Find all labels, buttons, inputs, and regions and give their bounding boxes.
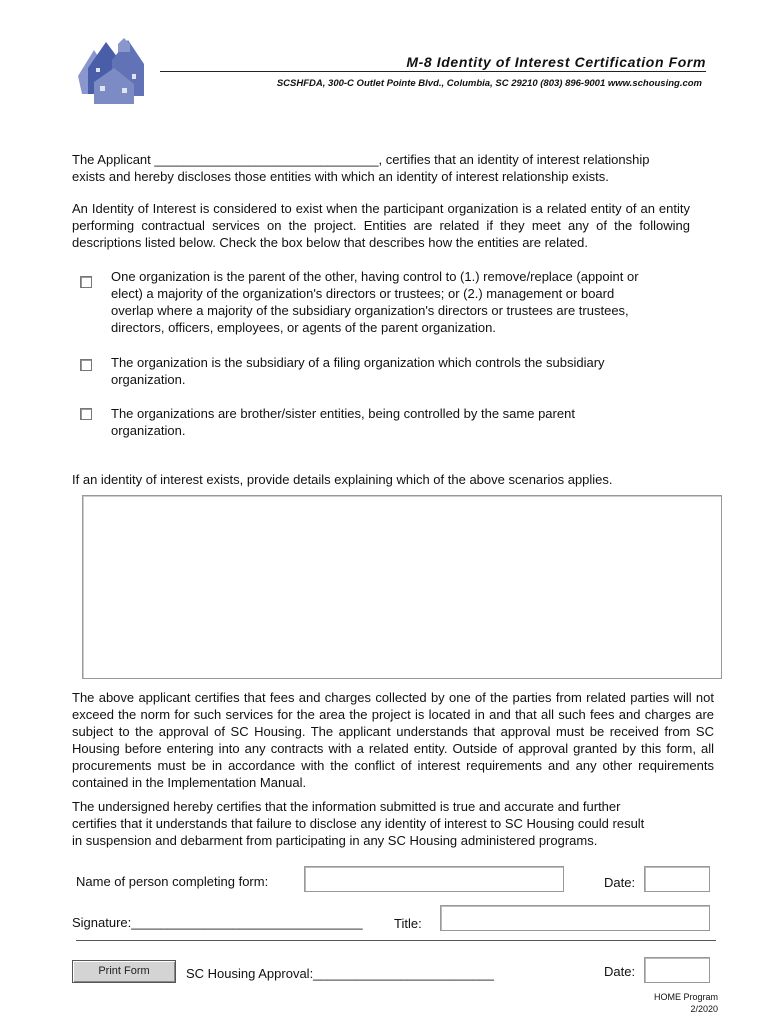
option-2-line: organization. [111,372,186,387]
option-3-text [111,405,711,439]
form-title: M-8 Identity of Interest Certification Form [160,54,706,72]
footer-program: HOME Program [653,992,718,1002]
definition-text: An Identity of Interest is considered to exist when the participant organization is a related entity of an entity performing contractual services on the project. Entities are related if they meet any of the following descriptions listed below. Check the box below that describes how the entities are related. [72,201,690,250]
signature-label: Signature:________________________________ [72,915,363,930]
undersigned-text [72,798,722,849]
approval-date-input[interactable] [644,957,710,983]
undersigned-line: The undersigned hereby certifies that the information submitted is true and accurate and further [72,799,621,814]
title-label: Title: [394,916,422,931]
intro-text [72,151,732,185]
title-input[interactable] [440,905,710,931]
details-textarea[interactable] [82,495,722,679]
option-3-checkbox[interactable] [80,408,92,420]
intro-line-2: exists and hereby discloses those entities with which an identity of interest relationship exists. [72,169,609,184]
option-2-checkbox[interactable] [80,359,92,371]
option-1-checkbox[interactable] [80,276,92,288]
option-1-line: overlap where a majority of the subsidiary organization's directors or trustees are trustees, [111,303,629,318]
certification-text: The above applicant certifies that fees and charges collected by one of the parties from related parties will not exceed the norm for such services for the area the project is located in and that all such fees and charges are subject to the approval of SC Housing. The applicant understands that approval must be received from SC Housing before entering into any contracts with a related entity. Outside of approval granted by this form, all procurements must be in accordance with the conflict of interest requirements and any other requirements contained in the Implementation Manual. [72,690,714,790]
option-1-text [111,268,711,336]
option-2-text [111,354,711,388]
details-prompt: If an identity of interest exists, provide details explaining which of the above scenarios applies. [72,472,613,487]
name-label: Name of person completing form: [76,874,269,889]
approval-label: SC Housing Approval:_________________________ [186,966,494,981]
option-3-line: organization. [111,423,186,438]
option-1-line: elect) a majority of the organization's directors or trustees; or (2.) management or board [111,286,615,301]
print-form-button[interactable]: Print Form [72,960,176,983]
intro-line-1: The Applicant _______________________________, certifies that an identity of interest relationship [72,152,650,167]
option-1-line: directors, officers, employees, or agents of the parent organization. [111,320,496,335]
date-input[interactable] [644,866,710,892]
schousing-logo [74,38,156,104]
option-3-line: The organizations are brother/sister entities, being controlled by the same parent [111,406,575,421]
footer-date: 2/2020 [690,1004,718,1014]
undersigned-line: certifies that it understands that failure to disclose any identity of interest to SC Housing could result [72,816,645,831]
divider-line [76,940,716,941]
option-2-line: The organization is the subsidiary of a filing organization which controls the subsidiary [111,355,605,370]
approval-date-label: Date: [604,964,636,979]
name-input[interactable] [304,866,564,892]
address-line: SCSHFDA, 300-C Outlet Pointe Blvd., Columbia, SC 29210 (803) 896-9001 www.schousing.com [276,78,702,89]
undersigned-line: in suspension and debarment from participating in any SC Housing administered programs. [72,833,598,848]
date-label: Date: [604,875,636,890]
option-1-line: One organization is the parent of the other, having control to (1.) remove/replace (appoint or [111,269,639,284]
